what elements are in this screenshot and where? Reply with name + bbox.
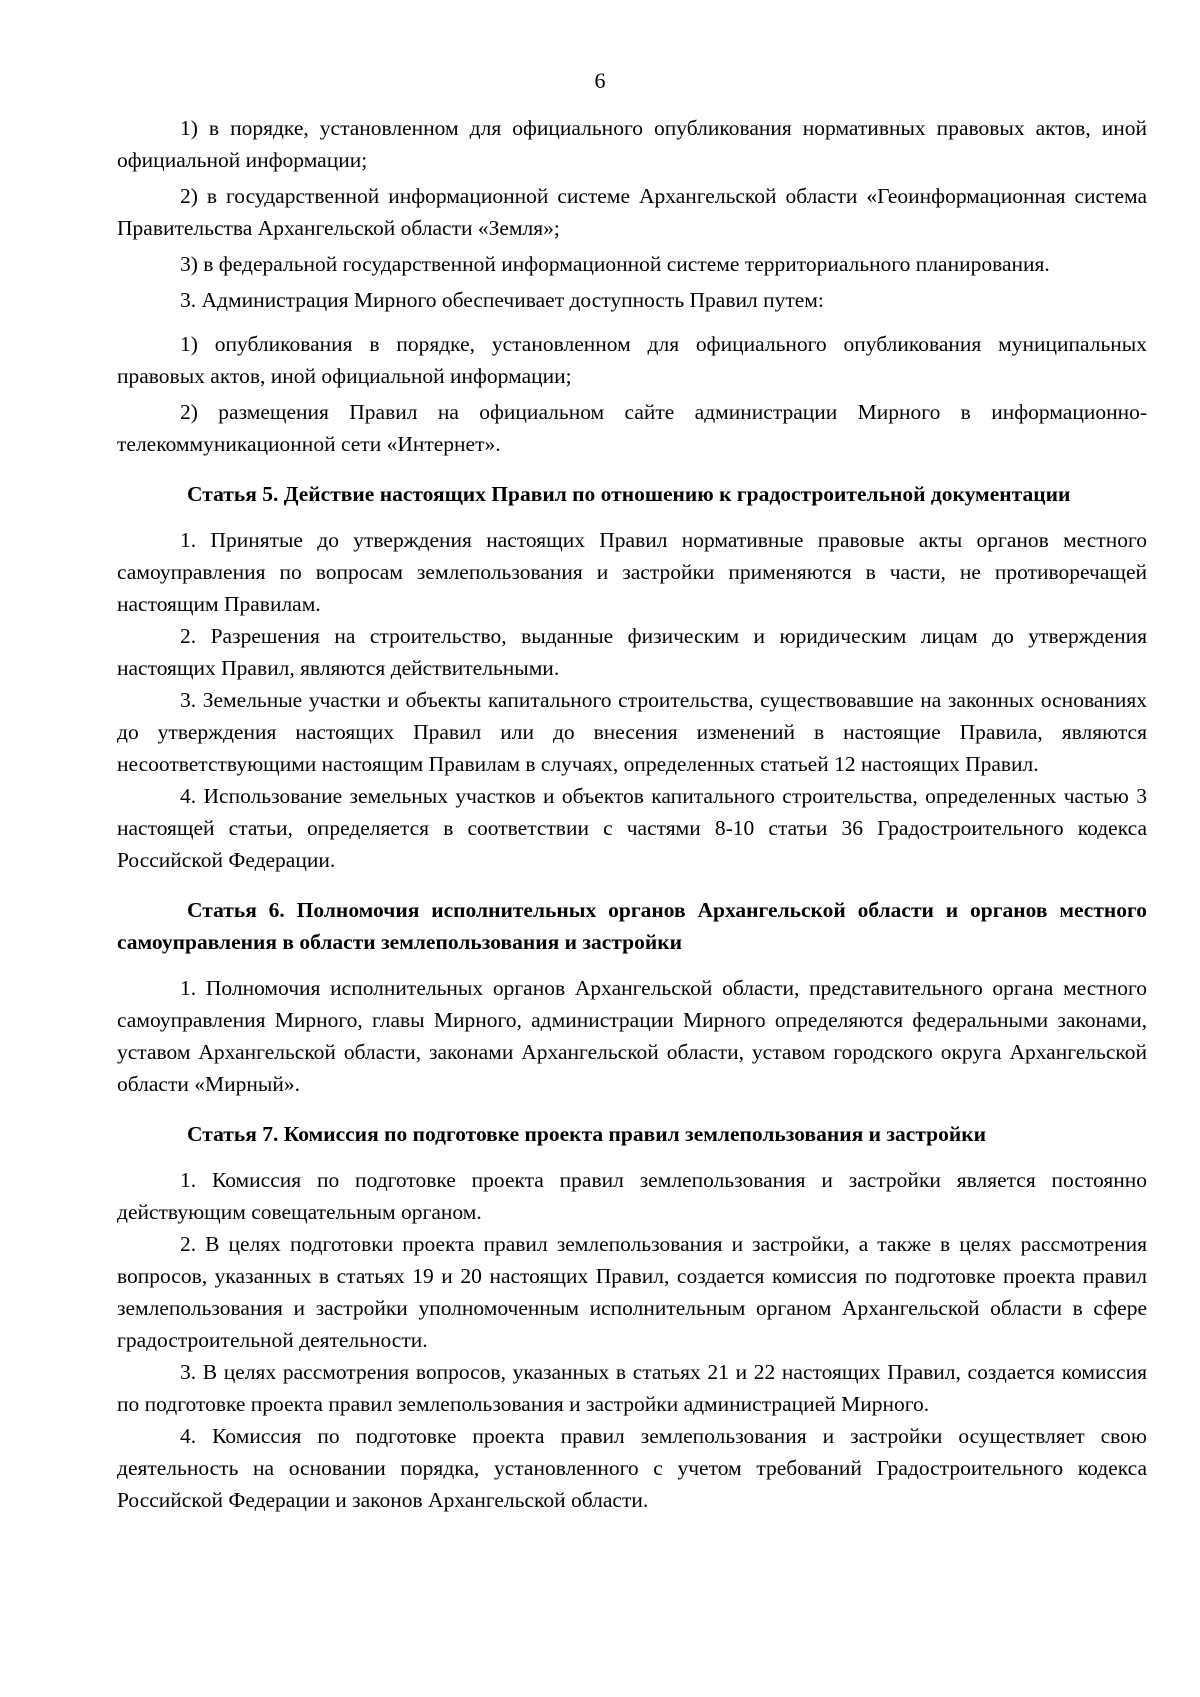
paragraph: 3) в федеральной государственной информационной системе территориального планирования.: [180, 252, 1050, 276]
paragraph: 1) в порядке, установленном для официального опубликования нормативных правовых актов, иной официальной информации;: [117, 116, 1147, 172]
paragraph: 3. Администрация Мирного обеспечивает доступность Правил путем:: [180, 288, 824, 312]
paragraph: 1. Принятые до утверждения настоящих Правил нормативные правовые акты органов местного самоуправления по вопросам землепользования и застройки применяются в части, не противоречащей настоящим Правилам.: [117, 528, 1147, 616]
paragraph: 2) размещения Правил на официальном сайте администрации Мирного в информационно-телекоммуникационной сети «Интернет».: [117, 400, 1147, 456]
paragraph: 1) опубликования в порядке, установленном для официального опубликования муниципальных правовых актов, иной официальной информации;: [117, 332, 1147, 388]
article-6-heading: Статья 6. Полномочия исполнительных органов Архангельской области и органов местного самоуправления в области землепользования и застройки: [117, 898, 1147, 954]
page-number: 6: [594, 68, 606, 93]
paragraph: 1. Комиссия по подготовке проекта правил землепользования и застройки является постоянно действующим совещательным органом.: [117, 1168, 1147, 1224]
article-7-heading: Статья 7. Комиссия по подготовке проекта правил землепользования и застройки: [187, 1122, 987, 1146]
document-body: [117, 112, 1147, 1516]
article-5-heading: Статья 5. Действие настоящих Правил по отношению к градостроительной документации: [187, 482, 1071, 506]
paragraph: 3. Земельные участки и объекты капитального строительства, существовавшие на законных основаниях до утверждения настоящих Правил или до внесения изменений в настоящие Правила, являются несоответствующими настоящим Правилам в случаях, определенных статьей 12 настоящих Правил.: [117, 688, 1147, 776]
paragraph: 2) в государственной информационной системе Архангельской области «Геоинформационная система Правительства Архангельской области «Земля»;: [117, 184, 1147, 240]
paragraph: 3. В целях рассмотрения вопросов, указанных в статьях 21 и 22 настоящих Правил, создается комиссия по подготовке проекта правил землепользования и застройки администрацией Мирного.: [117, 1360, 1147, 1416]
paragraph: 2. Разрешения на строительство, выданные физическим и юридическим лицам до утверждения настоящих Правил, являются действительными.: [117, 624, 1147, 680]
paragraph: 1. Полномочия исполнительных органов Архангельской области, представительного органа местного самоуправления Мирного, главы Мирного, администрации Мирного определяются федеральными законами, уставом Архангельской области, законами Архангельской области, уставом городского округа Архангельской области «Мирный».: [117, 976, 1147, 1096]
paragraph: 4. Использование земельных участков и объектов капитального строительства, определенных частью 3 настоящей статьи, определяется в соответствии с частями 8-10 статьи 36 Градостроительного кодекса Российской Федерации.: [117, 784, 1147, 872]
paragraph: 2. В целях подготовки проекта правил землепользования и застройки, а также в целях рассмотрения вопросов, указанных в статьях 19 и 20 настоящих Правил, создается комиссия по подготовке проекта правил землепользования и застройки уполномоченным исполнительным органом Архангельской области в сфере градостроительной деятельности.: [117, 1232, 1147, 1352]
paragraph: 4. Комиссия по подготовке проекта правил землепользования и застройки осуществляет свою деятельность на основании порядка, установленного с учетом требований Градостроительного кодекса Российской Федерации и законов Архангельской области.: [117, 1424, 1147, 1512]
